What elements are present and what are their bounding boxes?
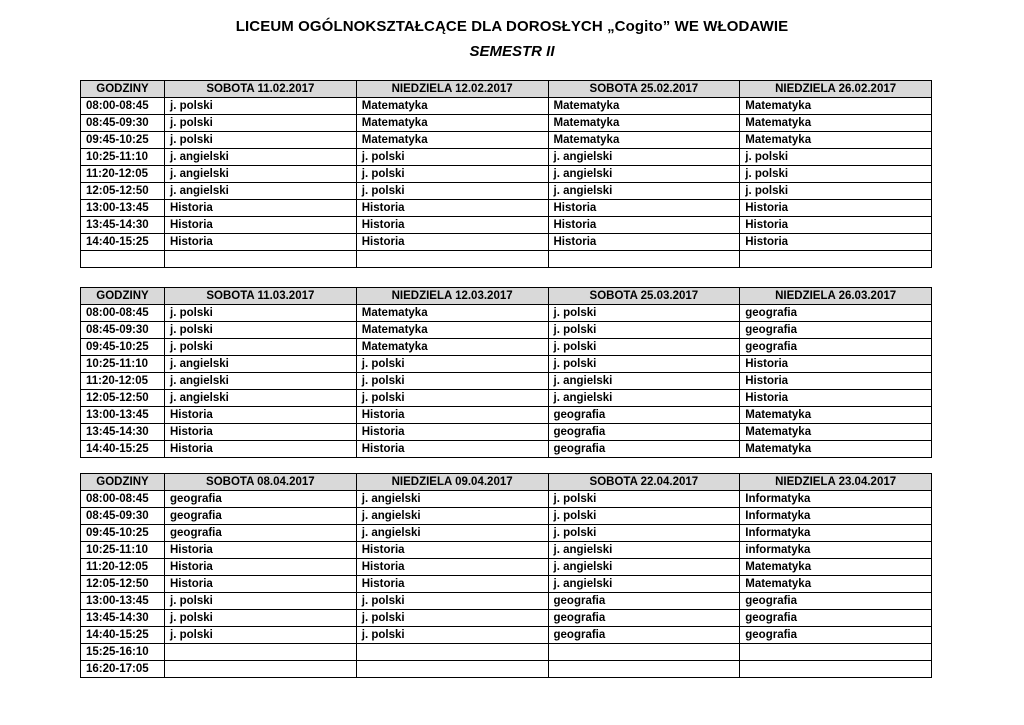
time-slot-cell: 08:00-08:45 xyxy=(81,98,165,115)
subject-cell: j. polski xyxy=(165,115,357,132)
document-subtitle: SEMESTR II xyxy=(469,43,555,60)
subject-cell: j. polski xyxy=(356,166,548,183)
column-header-day: SOBOTA 22.04.2017 xyxy=(548,474,740,491)
time-slot-cell: 16:20-17:05 xyxy=(81,661,165,678)
table-row xyxy=(81,373,932,390)
time-slot-cell: 12:05-12:50 xyxy=(81,390,165,407)
subject-cell: j. polski xyxy=(740,166,932,183)
column-header-day: SOBOTA 11.02.2017 xyxy=(165,81,357,98)
subject-cell: j. polski xyxy=(165,98,357,115)
subject-cell xyxy=(548,251,740,268)
subject-cell: j. polski xyxy=(356,356,548,373)
subject-cell: j. polski xyxy=(356,149,548,166)
subject-cell: Historia xyxy=(165,424,357,441)
subject-cell: j. polski xyxy=(165,322,357,339)
table-row xyxy=(81,183,932,200)
table-row xyxy=(81,559,932,576)
subject-cell: Historia xyxy=(165,200,357,217)
time-slot-cell: 09:45-10:25 xyxy=(81,339,165,356)
subject-cell: Matematyka xyxy=(740,115,932,132)
table-row xyxy=(81,627,932,644)
subject-cell: Historia xyxy=(356,559,548,576)
subject-cell: Historia xyxy=(356,217,548,234)
subject-cell: Matematyka xyxy=(356,322,548,339)
table-row xyxy=(81,508,932,525)
subject-cell: geografia xyxy=(165,508,357,525)
table-row xyxy=(81,339,932,356)
time-slot-cell: 08:00-08:45 xyxy=(81,305,165,322)
table-row xyxy=(81,149,932,166)
subject-cell: Historia xyxy=(548,234,740,251)
time-slot-cell: 10:25-11:10 xyxy=(81,149,165,166)
subject-cell: j. polski xyxy=(548,356,740,373)
subject-cell: geografia xyxy=(740,593,932,610)
schedule-table-april xyxy=(80,473,932,678)
subject-cell: Historia xyxy=(356,407,548,424)
subject-cell: Historia xyxy=(740,373,932,390)
subject-cell: geografia xyxy=(740,322,932,339)
subject-cell: Historia xyxy=(356,424,548,441)
subject-cell: geografia xyxy=(548,441,740,458)
time-slot-cell: 10:25-11:10 xyxy=(81,356,165,373)
subject-cell: Historia xyxy=(356,200,548,217)
subject-cell: Historia xyxy=(165,542,357,559)
subject-cell: j. polski xyxy=(548,525,740,542)
subject-cell: Historia xyxy=(740,217,932,234)
subject-cell: Historia xyxy=(740,234,932,251)
subject-cell: Historia xyxy=(356,441,548,458)
subject-cell: Matematyka xyxy=(740,407,932,424)
time-slot-cell: 08:45-09:30 xyxy=(81,322,165,339)
column-header-day: SOBOTA 11.03.2017 xyxy=(165,288,357,305)
subject-cell: geografia xyxy=(548,593,740,610)
time-slot-cell: 13:00-13:45 xyxy=(81,407,165,424)
subject-cell xyxy=(548,661,740,678)
table-row xyxy=(81,593,932,610)
table-row xyxy=(81,491,932,508)
subject-cell: j. polski xyxy=(356,593,548,610)
time-slot-cell: 12:05-12:50 xyxy=(81,576,165,593)
subject-cell: j. polski xyxy=(548,491,740,508)
subject-cell: Informatyka xyxy=(740,491,932,508)
subject-cell: j. polski xyxy=(165,593,357,610)
subject-cell: j. polski xyxy=(165,610,357,627)
column-header-hours: GODZINY xyxy=(81,288,165,305)
table-row xyxy=(81,610,932,627)
table-row xyxy=(81,217,932,234)
time-slot-cell: 13:45-14:30 xyxy=(81,610,165,627)
time-slot-cell: 08:45-09:30 xyxy=(81,115,165,132)
subject-cell: j. angielski xyxy=(165,149,357,166)
table-row xyxy=(81,390,932,407)
subject-cell: Historia xyxy=(356,234,548,251)
subject-cell: j. polski xyxy=(548,305,740,322)
schedule-table-march xyxy=(80,287,932,458)
subject-cell xyxy=(548,644,740,661)
subject-cell: Matematyka xyxy=(740,132,932,149)
time-slot-cell: 14:40-15:25 xyxy=(81,627,165,644)
time-slot-cell: 11:20-12:05 xyxy=(81,166,165,183)
subject-cell xyxy=(740,644,932,661)
table-row xyxy=(81,251,932,268)
time-slot-cell: 11:20-12:05 xyxy=(81,373,165,390)
subject-cell xyxy=(740,661,932,678)
subject-cell: geografia xyxy=(740,627,932,644)
time-slot-cell: 11:20-12:05 xyxy=(81,559,165,576)
column-header-day: NIEDZIELA 12.03.2017 xyxy=(356,288,548,305)
table-row xyxy=(81,305,932,322)
subject-cell: geografia xyxy=(165,491,357,508)
subject-cell: geografia xyxy=(548,627,740,644)
table-row xyxy=(81,542,932,559)
table-row xyxy=(81,98,932,115)
table-header-row xyxy=(81,81,932,98)
subject-cell: j. polski xyxy=(356,183,548,200)
subject-cell: j. angielski xyxy=(165,390,357,407)
subject-cell: j. angielski xyxy=(548,559,740,576)
subject-cell: Matematyka xyxy=(356,305,548,322)
subject-cell xyxy=(165,251,357,268)
subject-cell xyxy=(165,661,357,678)
column-header-day: NIEDZIELA 26.03.2017 xyxy=(740,288,932,305)
subject-cell: geografia xyxy=(548,610,740,627)
subject-cell xyxy=(740,251,932,268)
column-header-day: SOBOTA 08.04.2017 xyxy=(165,474,357,491)
subject-cell: j. angielski xyxy=(548,183,740,200)
time-slot-cell: 14:40-15:25 xyxy=(81,234,165,251)
subject-cell: Matematyka xyxy=(548,98,740,115)
subject-cell: j. angielski xyxy=(165,183,357,200)
table-row xyxy=(81,234,932,251)
subject-cell: Historia xyxy=(356,576,548,593)
table-row xyxy=(81,576,932,593)
subject-cell: j. polski xyxy=(740,149,932,166)
subject-cell: geografia xyxy=(548,407,740,424)
subject-cell: Matematyka xyxy=(740,98,932,115)
time-slot-cell: 13:00-13:45 xyxy=(81,593,165,610)
subject-cell: Matematyka xyxy=(740,441,932,458)
subject-cell: j. angielski xyxy=(548,166,740,183)
subject-cell: j. polski xyxy=(548,508,740,525)
subject-cell: j. polski xyxy=(356,627,548,644)
subject-cell: j. angielski xyxy=(548,576,740,593)
time-slot-cell: 12:05-12:50 xyxy=(81,183,165,200)
subject-cell: j. polski xyxy=(740,183,932,200)
subject-cell: Historia xyxy=(165,234,357,251)
subject-cell: Matematyka xyxy=(356,339,548,356)
time-slot-cell: 08:00-08:45 xyxy=(81,491,165,508)
table-row xyxy=(81,644,932,661)
subject-cell: j. angielski xyxy=(548,542,740,559)
column-header-day: NIEDZIELA 26.02.2017 xyxy=(740,81,932,98)
subject-cell: j. angielski xyxy=(165,373,357,390)
subject-cell: j. polski xyxy=(165,339,357,356)
subject-cell: Matematyka xyxy=(356,98,548,115)
time-slot-cell: 10:25-11:10 xyxy=(81,542,165,559)
subject-cell: Matematyka xyxy=(740,424,932,441)
subject-cell: j. polski xyxy=(356,390,548,407)
subject-cell: j. polski xyxy=(356,610,548,627)
subject-cell: j. angielski xyxy=(548,373,740,390)
column-header-day: SOBOTA 25.03.2017 xyxy=(548,288,740,305)
subject-cell: Matematyka xyxy=(740,576,932,593)
subject-cell: Matematyka xyxy=(548,115,740,132)
subject-cell: Matematyka xyxy=(740,559,932,576)
subject-cell: j. angielski xyxy=(356,508,548,525)
subject-cell: Matematyka xyxy=(356,132,548,149)
time-slot-cell: 09:45-10:25 xyxy=(81,132,165,149)
subject-cell: informatyka xyxy=(740,542,932,559)
table-row xyxy=(81,115,932,132)
subject-cell: Historia xyxy=(165,441,357,458)
subject-cell: j. angielski xyxy=(165,166,357,183)
subject-cell xyxy=(356,644,548,661)
subject-cell: Historia xyxy=(356,542,548,559)
subject-cell xyxy=(165,644,357,661)
table-row xyxy=(81,132,932,149)
document-title: LICEUM OGÓLNOKSZTAŁCĄCE DLA DOROSŁYCH „Cogito” WE WŁODAWIE xyxy=(235,18,789,35)
column-header-day: NIEDZIELA 12.02.2017 xyxy=(356,81,548,98)
time-slot-cell: 08:45-09:30 xyxy=(81,508,165,525)
subject-cell xyxy=(356,661,548,678)
table-row xyxy=(81,424,932,441)
subject-cell: Historia xyxy=(740,356,932,373)
subject-cell: j. polski xyxy=(356,373,548,390)
subject-cell: geografia xyxy=(548,424,740,441)
table-row xyxy=(81,441,932,458)
column-header-hours: GODZINY xyxy=(81,474,165,491)
subject-cell: Historia xyxy=(548,217,740,234)
subject-cell: j. angielski xyxy=(356,491,548,508)
table-header-row xyxy=(81,288,932,305)
table-row xyxy=(81,322,932,339)
subject-cell: j. polski xyxy=(548,339,740,356)
table-row xyxy=(81,356,932,373)
subject-cell: Historia xyxy=(740,390,932,407)
subject-cell: Historia xyxy=(740,200,932,217)
subject-cell: j. polski xyxy=(165,627,357,644)
time-slot-cell: 13:45-14:30 xyxy=(81,217,165,234)
table-row xyxy=(81,407,932,424)
table-row xyxy=(81,166,932,183)
column-header-day: SOBOTA 25.02.2017 xyxy=(548,81,740,98)
time-slot-cell: 15:25-16:10 xyxy=(81,644,165,661)
time-slot-cell: 13:00-13:45 xyxy=(81,200,165,217)
time-slot-cell: 14:40-15:25 xyxy=(81,441,165,458)
subject-cell: Matematyka xyxy=(548,132,740,149)
table-header-row xyxy=(81,474,932,491)
subject-cell xyxy=(356,251,548,268)
subject-cell: j. angielski xyxy=(165,356,357,373)
subject-cell: geografia xyxy=(740,339,932,356)
subject-cell: j. polski xyxy=(165,305,357,322)
subject-cell: geografia xyxy=(740,305,932,322)
table-row xyxy=(81,200,932,217)
schedule-table-february xyxy=(80,80,932,268)
subject-cell: j. polski xyxy=(165,132,357,149)
subject-cell: j. polski xyxy=(548,322,740,339)
time-slot-cell: 13:45-14:30 xyxy=(81,424,165,441)
time-slot-cell: 09:45-10:25 xyxy=(81,525,165,542)
subject-cell: Historia xyxy=(165,559,357,576)
subject-cell: Informatyka xyxy=(740,508,932,525)
subject-cell: geografia xyxy=(740,610,932,627)
subject-cell: Historia xyxy=(165,217,357,234)
subject-cell: Historia xyxy=(548,200,740,217)
column-header-hours: GODZINY xyxy=(81,81,165,98)
subject-cell: Informatyka xyxy=(740,525,932,542)
table-row xyxy=(81,661,932,678)
column-header-day: NIEDZIELA 23.04.2017 xyxy=(740,474,932,491)
subject-cell: Matematyka xyxy=(356,115,548,132)
table-row xyxy=(81,525,932,542)
subject-cell: j. angielski xyxy=(356,525,548,542)
subject-cell: j. angielski xyxy=(548,149,740,166)
subject-cell: Historia xyxy=(165,407,357,424)
subject-cell: geografia xyxy=(165,525,357,542)
column-header-day: NIEDZIELA 09.04.2017 xyxy=(356,474,548,491)
subject-cell: j. angielski xyxy=(548,390,740,407)
subject-cell: Historia xyxy=(165,576,357,593)
time-slot-cell xyxy=(81,251,165,268)
